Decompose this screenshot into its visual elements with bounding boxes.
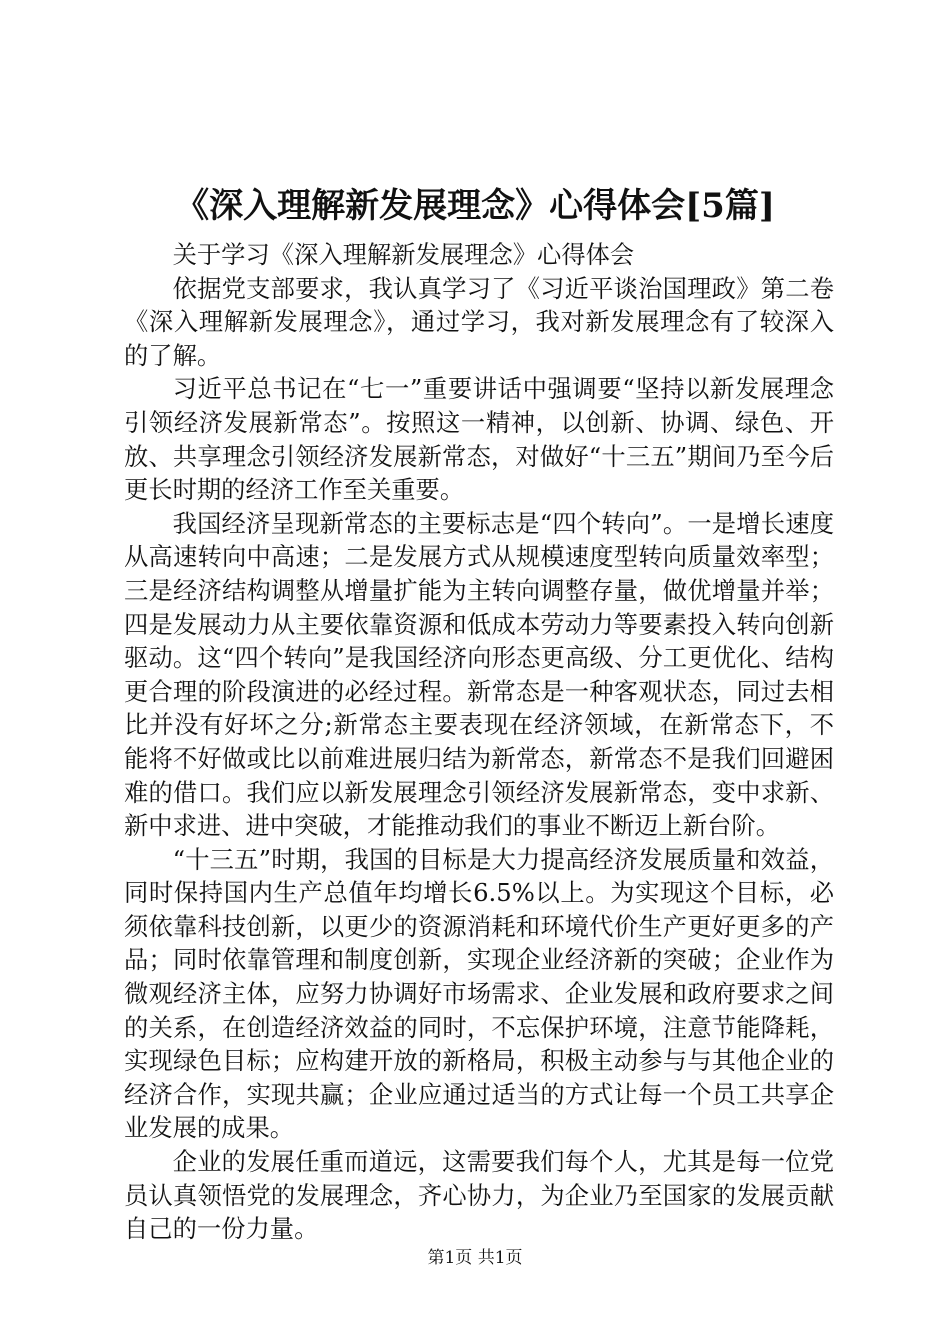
paragraph-4: “十三五”时期，我国的目标是大力提高经济发展质量和效益，同时保持国内生产总值年均增长6.5%以上。为实现这个目标，必须依靠科技创新，以更少的资源消耗和环境代价生产更好更多的产品；同时依靠管理和制度创新，实现企业经济新的突破；企业作为微观经济主体，应努力协调好市场需求、企业发展和政府要求之间的关系，在创造经济效益的同时，不忘保护环境，注意节能降耗，实现绿色目标；应构建开放的新格局，积极主动参与与其他企业的经济合作，实现共赢；企业应通过适当的方式让每一个员工共享企业发展的成果。 [124,844,834,1143]
paragraph-3: 我国经济呈现新常态的主要标志是“四个转向”。一是增长速度从高速转向中高速；二是发展方式从规模速度型转向质量效率型；三是经济结构调整从增量扩能为主转向调整存量，做优增量并举；四是发展动力从主要依靠资源和低成本劳动力等要素投入转向创新驱动。这“四个转向”是我国经济向形态更高级、分工更优化、结构更合理的阶段演进的必经过程。新常态是一种客观状态，同过去相比并没有好坏之分;新常态主要表现在经济领域，在新常态下，不能将不好做或比以前难进展归结为新常态，新常态不是我们回避困难的借口。我们应以新发展理念引领经济发展新常态，变中求新、新中求进、进中突破，才能推动我们的事业不断迈上新台阶。 [124,508,834,841]
paragraph-1: 依据党支部要求，我认真学习了《习近平谈治国理政》第二卷《深入理解新发展理念》，通过学习，我对新发展理念有了较深入的了解。 [124,273,834,370]
paragraph-subtitle: 关于学习《深入理解新发展理念》心得体会 [172,240,635,269]
page-number-footer: 第1页 共1页 [427,1248,523,1268]
document-body [124,238,834,1246]
paragraph-5: 企业的发展任重而道远，这需要我们每个人，尤其是每一位党员认真领悟党的发展理念，齐心协力，为企业乃至国家的发展贡献自己的一份力量。 [124,1147,834,1244]
paragraph-2: 习近平总书记在“七一”重要讲话中强调要“坚持以新发展理念引领经济发展新常态”。按照这一精神，以创新、协调、绿色、开放、共享理念引领经济发展新常态，对做好“十三五”期间乃至今后更长时期的经济工作至关重要。 [124,374,834,505]
document-title: 《深入理解新发展理念》心得体会[5篇] [175,186,775,226]
